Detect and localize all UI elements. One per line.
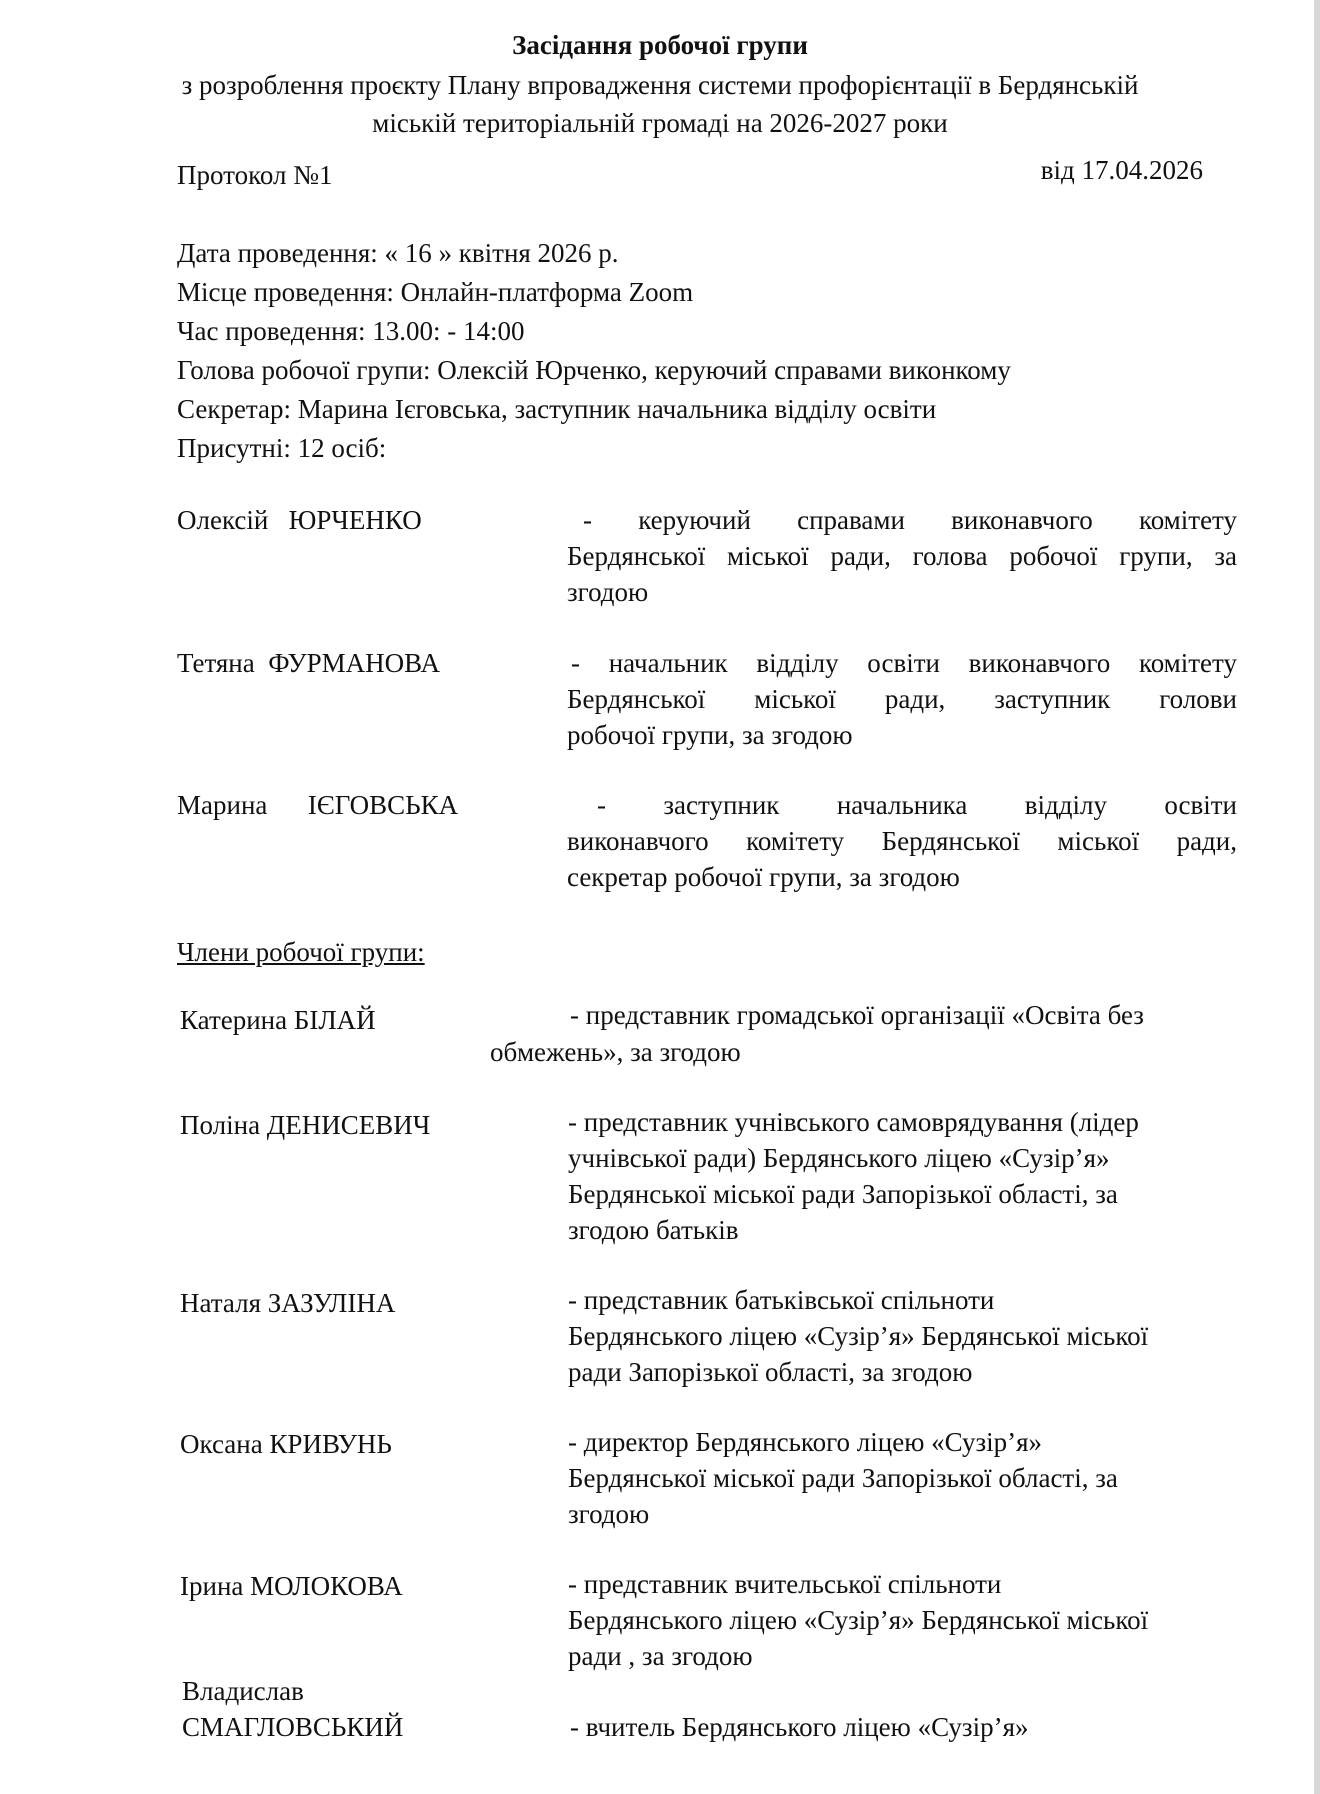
member-name: Поліна ДЕНИСЕВИЧ — [180, 1110, 431, 1140]
member-name: Оксана КРИВУНЬ — [180, 1429, 392, 1459]
description-line: - заступник начальника відділу освіти — [597, 790, 1237, 820]
description-line: - представник учнівського самоврядування (лідер — [568, 1107, 1139, 1137]
member-name: Ірина МОЛОКОВА — [180, 1571, 403, 1601]
meeting-place: Місце проведення: Онлайн-платформа Zoom — [177, 277, 694, 307]
description-line: ради , за згодою — [568, 1641, 753, 1671]
description-line: Бердянського ліцею «Сузір’я» Бердянської міської — [568, 1605, 1149, 1635]
meeting-time: Час проведення: 13.00: - 14:00 — [177, 316, 525, 346]
leader-name: Марина ІЄГОВСЬКА — [177, 790, 459, 820]
page-edge-shadow — [1314, 0, 1320, 1794]
leader-name: Олексій ЮРЧЕНКО — [177, 505, 422, 535]
member-name: Наталя ЗАЗУЛІНА — [180, 1288, 396, 1318]
leader-description — [567, 502, 1237, 610]
description-line: - представник вчительської спільноти — [568, 1569, 1002, 1599]
description-line: - начальник відділу освіти виконавчого комітету — [571, 648, 1237, 678]
description-line: - директор Бердянського ліцею «Сузір’я» — [568, 1427, 1043, 1457]
leader-description — [567, 787, 1237, 895]
meeting-secretary: Секретар: Марина Ієговська, заступник начальника відділу освіти — [177, 394, 937, 424]
description-line: робочої групи, за згодою — [567, 720, 853, 750]
member-name-last: СМАГЛОВСЬКИЙ — [182, 1712, 404, 1742]
leader-name: Тетяна ФУРМАНОВА — [177, 648, 440, 678]
description-line: Бердянської міської ради, голова робочої групи, за — [567, 541, 1237, 571]
member-name-first: Владислав — [182, 1676, 304, 1706]
document-subtitle-line1: з розроблення проєкту Плану впровадження системи профорієнтації в Бердянській — [181, 70, 1139, 100]
description-line: - керуючий справами виконавчого комітету — [583, 505, 1237, 535]
member-description — [568, 1104, 1238, 1248]
meeting-date: Дата проведення: « 16 » квітня 2026 р. — [177, 238, 619, 268]
member-description — [568, 1424, 1238, 1532]
protocol-number: Протокол №1 — [177, 160, 333, 190]
description-line: ради Запорізької області, за згодою — [568, 1357, 973, 1387]
description-line: Бердянського ліцею «Сузір’я» Бердянської міської — [568, 1321, 1149, 1351]
document-title: Засідання робочої групи — [512, 30, 808, 60]
protocol-date: від 17.04.2026 — [1040, 155, 1203, 185]
leader-description — [567, 645, 1237, 753]
description-line: виконавчого комітету Бердянської міської ради, — [567, 826, 1237, 856]
member-description-line: - вчитель Бердянського ліцею «Сузір’я» — [570, 1712, 1029, 1742]
document-subtitle-line2: міській територіальній громаді на 2026-2027 роки — [372, 108, 948, 138]
description-line: учнівської ради) Бердянського ліцею «Сузір’я» — [568, 1143, 1110, 1173]
description-line: Бердянської міської ради Запорізької області, за — [568, 1179, 1118, 1209]
description-line: Бердянської міської ради, заступник голови — [567, 684, 1237, 714]
member-description — [568, 1566, 1238, 1674]
members-heading: Члени робочої групи: — [177, 937, 425, 967]
description-line: секретар робочої групи, за згодою — [567, 862, 960, 892]
description-line: згодою батьків — [568, 1215, 739, 1245]
member-description — [568, 1282, 1238, 1390]
member-description-line: обмежень», за згодою — [490, 1037, 741, 1067]
description-line: згодою — [568, 1499, 650, 1529]
description-line: - представник батьківської спільноти — [568, 1285, 995, 1315]
meeting-head: Голова робочої групи: Олексій Юрченко, керуючий справами виконкому — [177, 355, 1011, 385]
description-line: Бердянської міської ради Запорізької області, за — [568, 1463, 1118, 1493]
member-description-line: - представник громадської організації «Освіта без — [570, 1000, 1144, 1030]
description-line: згодою — [567, 577, 649, 607]
member-name: Катерина БІЛАЙ — [180, 1005, 376, 1035]
meeting-present: Присутні: 12 осіб: — [177, 433, 387, 463]
